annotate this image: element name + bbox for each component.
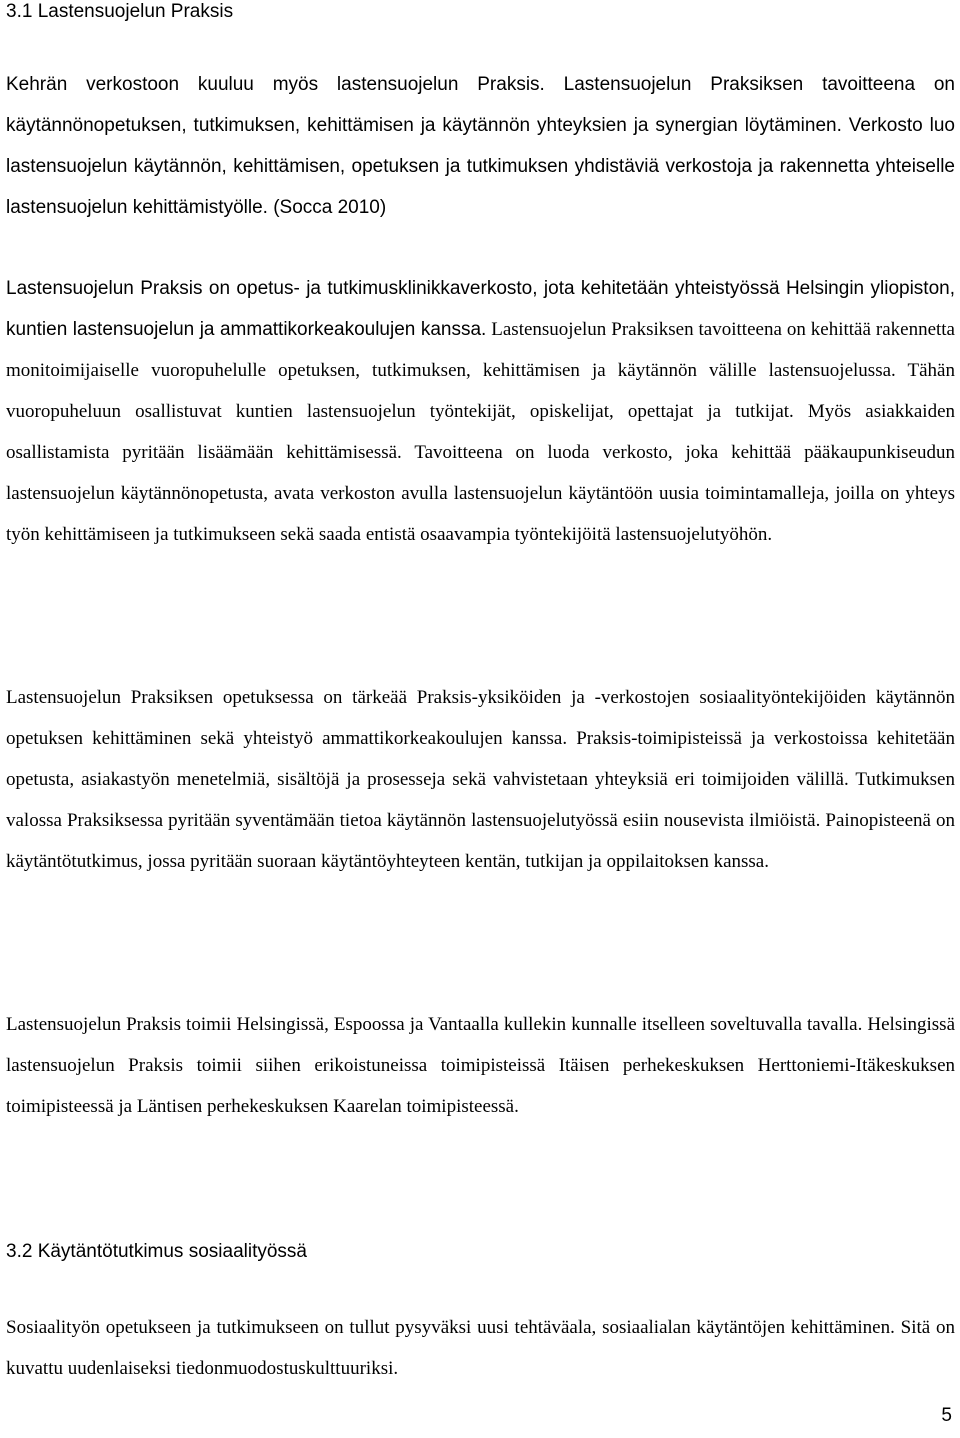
paragraph-practice-research [6, 1307, 955, 1389]
paragraph-text: Lastensuojelun Praksis toimii Helsingissä, Espoossa ja Vantaalla kullekin kunnalle itselleen soveltuvalla tavalla. Helsingissä lastensuojelun Praksis toimii siihen erikoistuneissa toimipisteissä Itäisen perhekeskuksen Herttoniemi-Itäkeskuksen toimipisteessä ja Läntisen perhekeskuksen Kaarelan toimipisteessä. [6, 1014, 955, 1117]
paragraph-praksis-teaching [6, 677, 955, 882]
paragraph-text: Sosiaalityön opetukseen ja tutkimukseen on tullut pysyväksi uusi tehtäväala, sosiaalialan käytäntöjen kehittäminen. Sitä on kuvattu uudenlaiseksi tiedonmuodostuskulttuuriksi. [6, 1317, 955, 1379]
page-number: 5 [941, 1405, 952, 1426]
section-heading-3-2: 3.2 Käytäntötutkimus sosiaalityössä [6, 1241, 307, 1262]
paragraph-text: Lastensuojelun Praksiksen opetuksessa on tärkeää Praksis-yksiköiden ja -verkostojen sosiaalityöntekijöiden käytännön opetuksen kehittäminen sekä yhteistyö ammattikorkeakoulujen kanssa. Praksis-toimipisteissä ja verkostoissa kehitetään opetusta, asiakastyön menetelmiä, sisältöjä ja prosesseja sekä vahvistetaan yhteyksiä eri toimijoiden välillä. Tutkimuksen valossa Praksiksessa pyritään syventämään tietoa käytännön lastensuojelutyössä esiin nousevista ilmiöistä. Painopisteenä on käytäntötutkimus, jossa pyritään suoraan käytäntöyhteyteen kentän, tutkijan ja oppilaitoksen kanssa. [6, 687, 955, 872]
paragraph-praksis-network [6, 268, 955, 555]
paragraph-praksis-locations [6, 1004, 955, 1127]
paragraph-text: Kehrän verkostoon kuuluu myös lastensuojelun Praksis. Lastensuojelun Praksiksen tavoitteena on käytännönopetuksen, tutkimuksen, kehittämisen ja käytännön yhteyksien ja synergian löytäminen. Verkosto luo lastensuojelun käytännön, kehittämisen, opetuksen ja tutkimuksen yhdistäviä verkostoja ja rakennetta yhteiselle lastensuojelun kehittämistyölle. (Socca 2010) [6, 74, 955, 218]
paragraph-praksis-intro [6, 64, 955, 228]
paragraph-text: Tavoitteena on luoda verkosto, joka kehittää pääkaupunkiseudun lastensuojelun käytännönopetusta, avata verkoston avulla lastensuojelun käytäntöön uusia toimintamalleja, joilla on yhteys työn kehittämiseen ja tutkimukseen sekä saada entistä osaavampia työntekijöitä lastensuojelutyöhön. [6, 442, 955, 545]
paragraph-text: Lastensuojelun Praksis on opetus- ja tutkimusklinikkaverkosto, jota kehitetään yhteistyössä Helsingin yliopiston, kuntien lastensuojelun ja ammattikorkeakoulujen kanssa. [6, 278, 955, 340]
paragraph-text: Lastensuojelun Praksiksen tavoitteena on kehittää rakennetta monitoimijaiselle vuoropuhelulle opetuksen, tutkimuksen, kehittämisen ja käytännön välille lastensuojelussa. Tähän vuoropuheluun osallistuvat kuntien lastensuojelun työntekijät, opiskelijat, opettajat ja tutkijat. Myös asiakkaiden osallistamista pyritään lisäämään kehittämisessä. [6, 319, 955, 463]
section-heading-3-1: 3.1 Lastensuojelun Praksis [6, 1, 234, 22]
